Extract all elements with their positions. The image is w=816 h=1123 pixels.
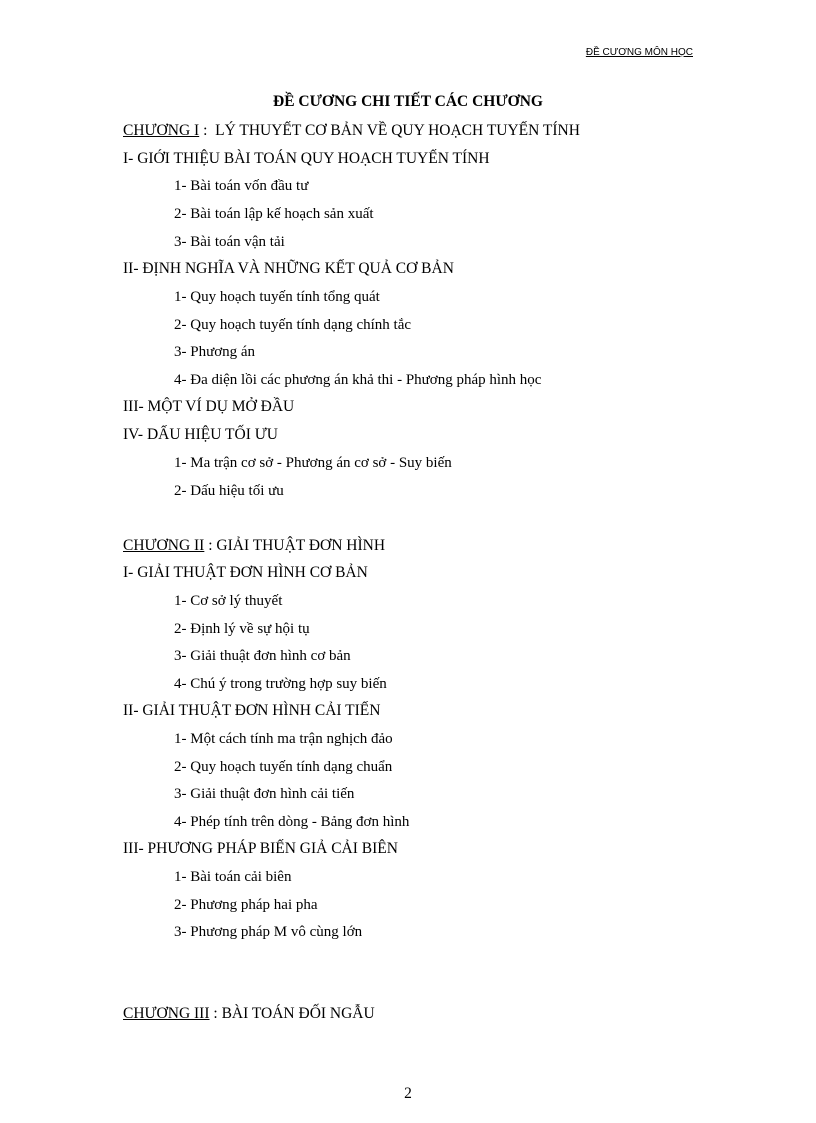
list-item: 1- Bài toán vốn đầu tư [174,178,309,194]
chapter-3-title: BÀI TOÁN ĐỐI NGẪU [221,1005,375,1022]
chapter-2-title: GIẢI THUẬT ĐƠN HÌNH [216,537,386,554]
list-item: 2- Dấu hiệu tối ưu [174,483,284,499]
list-item: 2- Phương pháp hai pha [174,897,318,913]
chapter-2-separator: : [204,537,217,554]
list-item: 4- Phép tính trên dòng - Bảng đơn hình [174,814,410,830]
section-heading: IV- DẤU HIỆU TỐI ƯU [123,426,278,443]
list-item: 2- Quy hoạch tuyến tính dạng chính tắc [174,317,412,333]
list-item: 2- Định lý về sự hội tụ [174,621,310,637]
section-heading: II- GIẢI THUẬT ĐƠN HÌNH CẢI TIẾN [123,702,381,719]
list-item: 1- Quy hoạch tuyến tính tổng quát [174,289,380,305]
chapter-1-heading [123,121,580,141]
chapter-3-label: CHƯƠNG III [123,1005,210,1022]
chapter-3-heading [123,1004,375,1024]
document-title: ĐỀ CƯƠNG CHI TIẾT CÁC CHƯƠNG [273,93,543,110]
list-item: 4- Đa diện lồi các phương án khả thi - Phương pháp hình học [174,372,542,388]
list-item: 1- Cơ sở lý thuyết [174,593,283,609]
chapter-1-title: LÝ THUYẾT CƠ BẢN VỀ QUY HOẠCH TUYẾN TÍNH [215,122,580,139]
running-header: ĐỀ CƯƠNG MÔN HỌC [585,47,693,58]
list-item: 4- Chú ý trong trường hợp suy biến [174,676,387,692]
chapter-1-label: CHƯƠNG I [123,122,200,139]
chapter-3-separator: : [209,1005,222,1022]
list-item: 1- Một cách tính ma trận nghịch đảo [174,731,393,747]
section-heading: III- PHƯƠNG PHÁP BIẾN GIẢ CẢI BIÊN [123,840,398,857]
list-item: 2- Quy hoạch tuyến tính dạng chuẩn [174,759,393,775]
list-item: 1- Ma trận cơ sở - Phương án cơ sở - Suy biến [174,455,452,471]
page-number: 2 [404,1085,412,1102]
list-item: 3- Phương pháp M vô cùng lớn [174,924,363,940]
section-heading: I- GIỚI THIỆU BÀI TOÁN QUY HOẠCH TUYẾN TÍNH [123,150,490,167]
list-item: 3- Giải thuật đơn hình cải tiến [174,786,355,802]
section-heading: I- GIẢI THUẬT ĐƠN HÌNH CƠ BẢN [123,564,368,581]
section-heading: II- ĐỊNH NGHĨA VÀ NHỮNG KẾT QUẢ CƠ BẢN [123,260,454,277]
section-heading: III- MỘT VÍ DỤ MỞ ĐẦU [123,398,295,415]
chapter-2-heading [123,536,385,556]
list-item: 2- Bài toán lập kế hoạch sản xuất [174,206,374,222]
list-item: 3- Phương án [174,344,256,360]
list-item: 3- Giải thuật đơn hình cơ bản [174,648,351,664]
list-item: 3- Bài toán vận tải [174,234,285,250]
chapter-1-separator: : [199,122,216,139]
list-item: 1- Bài toán cải biên [174,869,292,885]
chapter-2-label: CHƯƠNG II [123,537,205,554]
